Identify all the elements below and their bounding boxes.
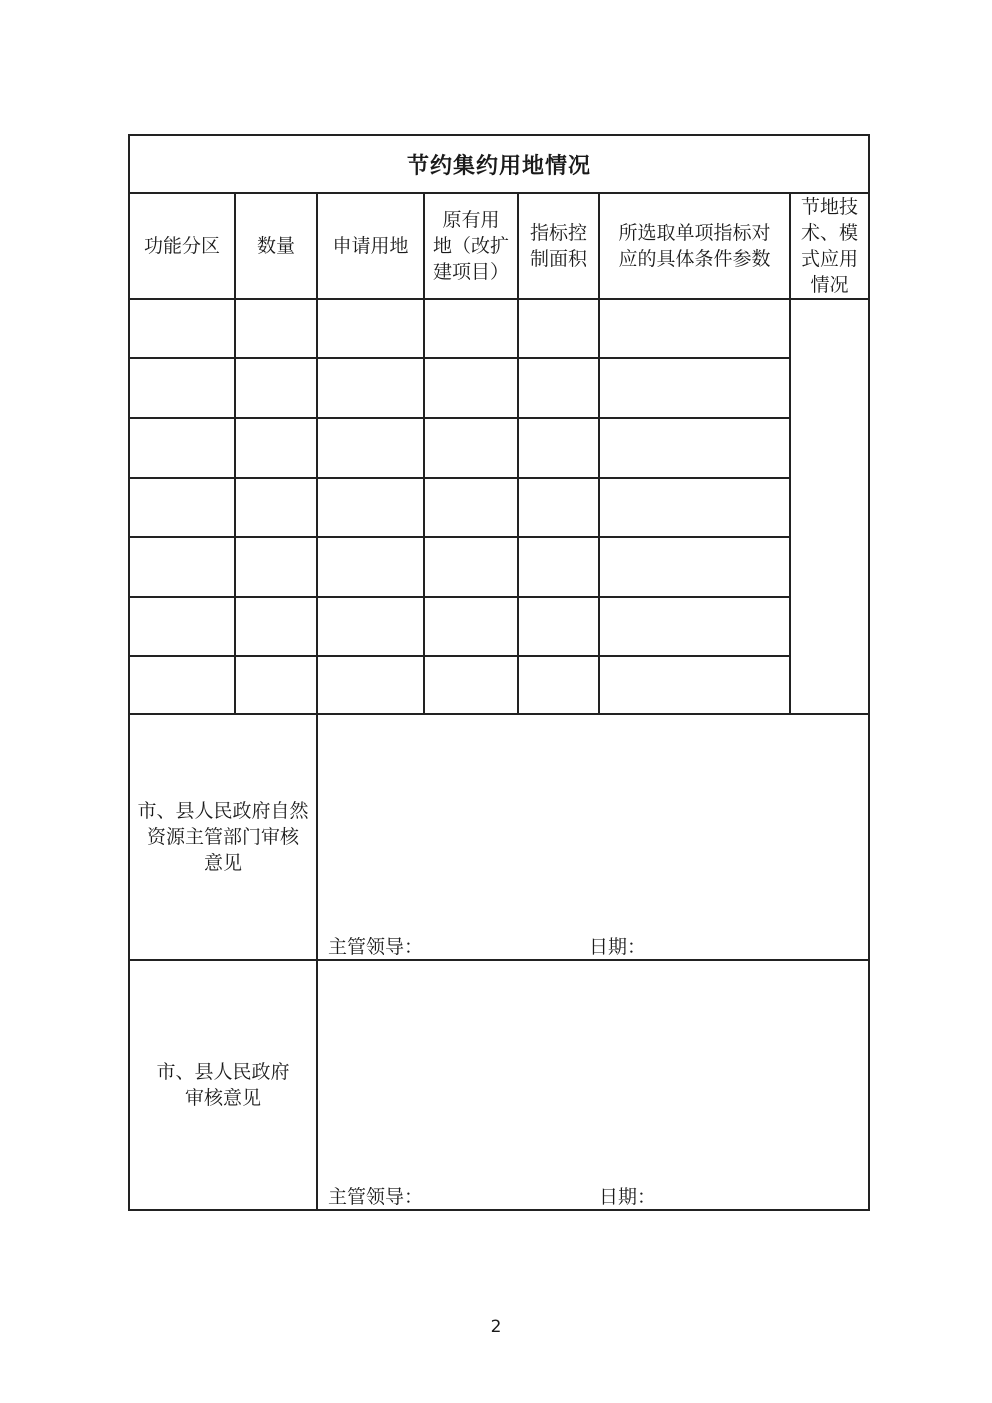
- header-function-zone: 功能分区: [143, 235, 220, 257]
- col-separator: [423, 193, 425, 714]
- cell-control-area[interactable]: [519, 537, 598, 596]
- cell-control-area[interactable]: [519, 597, 598, 655]
- cell-function-zone[interactable]: [130, 358, 234, 417]
- cell-condition-params[interactable]: [600, 597, 789, 655]
- row-separator: [128, 655, 790, 657]
- land-dept-review-label: 市、县人民政府自然 资源主管部门审核 意见: [137, 800, 309, 874]
- border-right: [868, 134, 870, 1211]
- cell-applied-land[interactable]: [318, 597, 423, 655]
- cell-function-zone[interactable]: [130, 656, 234, 713]
- gov-date-label: 日期：: [599, 1186, 657, 1208]
- cell-quantity[interactable]: [236, 299, 316, 357]
- header-original-land: 原有用 地（改扩 建项目）: [432, 209, 509, 283]
- cell-original-land[interactable]: [425, 656, 517, 713]
- row-separator: [128, 357, 790, 359]
- cell-control-area[interactable]: [519, 358, 598, 417]
- cell-control-area[interactable]: [519, 418, 598, 477]
- col-separator: [598, 193, 600, 714]
- gov-review-label: 市、县人民政府 审核意见: [156, 1061, 290, 1109]
- border-bottom: [128, 1209, 870, 1211]
- title-separator: [128, 192, 870, 194]
- header-quantity: 数量: [256, 235, 295, 257]
- cell-applied-land[interactable]: [318, 478, 423, 536]
- land-dept-date-label: 日期：: [589, 936, 647, 958]
- technique-cell[interactable]: [790, 298, 869, 714]
- cell-control-area[interactable]: [519, 656, 598, 713]
- border-top: [128, 134, 870, 136]
- land-dept-leader-label: 主管领导：: [328, 936, 424, 958]
- col-separator: [234, 193, 236, 714]
- row-separator: [128, 536, 790, 538]
- border-left: [128, 134, 130, 1211]
- cell-control-area[interactable]: [519, 299, 598, 357]
- cell-condition-params[interactable]: [600, 418, 789, 477]
- header-land-saving-tech: 节地技 术、模 式应用 情况: [800, 196, 858, 296]
- cell-quantity[interactable]: [236, 418, 316, 477]
- cell-applied-land[interactable]: [318, 656, 423, 713]
- cell-applied-land[interactable]: [318, 537, 423, 596]
- cell-original-land[interactable]: [425, 597, 517, 655]
- cell-applied-land[interactable]: [318, 358, 423, 417]
- page-number: 2: [490, 1317, 502, 1337]
- cell-original-land[interactable]: [425, 299, 517, 357]
- row-separator: [128, 477, 790, 479]
- cell-original-land[interactable]: [425, 537, 517, 596]
- section-separator: [128, 959, 870, 961]
- cell-applied-land[interactable]: [318, 299, 423, 357]
- cell-quantity[interactable]: [236, 656, 316, 713]
- cell-quantity[interactable]: [236, 597, 316, 655]
- cell-function-zone[interactable]: [130, 418, 234, 477]
- col-separator: [789, 193, 791, 714]
- cell-quantity[interactable]: [236, 478, 316, 536]
- header-applied-land: 申请用地: [332, 235, 409, 257]
- row-separator: [128, 417, 790, 419]
- cell-control-area[interactable]: [519, 478, 598, 536]
- cell-function-zone[interactable]: [130, 537, 234, 596]
- col-separator: [316, 193, 318, 714]
- gov-review-opinion[interactable]: [317, 960, 869, 1182]
- gov-leader-label: 主管领导：: [328, 1186, 424, 1208]
- cell-original-land[interactable]: [425, 418, 517, 477]
- cell-function-zone[interactable]: [130, 478, 234, 536]
- review-divider: [316, 713, 318, 1210]
- cell-quantity[interactable]: [236, 358, 316, 417]
- cell-condition-params[interactable]: [600, 299, 789, 357]
- cell-function-zone[interactable]: [130, 597, 234, 655]
- row-separator: [128, 596, 790, 598]
- col-separator: [517, 193, 519, 714]
- cell-condition-params[interactable]: [600, 537, 789, 596]
- header-separator: [128, 298, 870, 300]
- land-dept-review-opinion[interactable]: [317, 714, 869, 934]
- cell-quantity[interactable]: [236, 537, 316, 596]
- cell-original-land[interactable]: [425, 358, 517, 417]
- header-condition-params: 所选取单项指标对 应的具体条件参数: [618, 222, 771, 270]
- cell-condition-params[interactable]: [600, 358, 789, 417]
- cell-function-zone[interactable]: [130, 299, 234, 357]
- cell-condition-params[interactable]: [600, 478, 789, 536]
- cell-condition-params[interactable]: [600, 656, 789, 713]
- cell-original-land[interactable]: [425, 478, 517, 536]
- section-separator: [128, 713, 870, 715]
- header-control-area: 指标控 制面积: [529, 222, 587, 270]
- cell-applied-land[interactable]: [318, 418, 423, 477]
- table-title: 节约集约用地情况: [406, 153, 591, 179]
